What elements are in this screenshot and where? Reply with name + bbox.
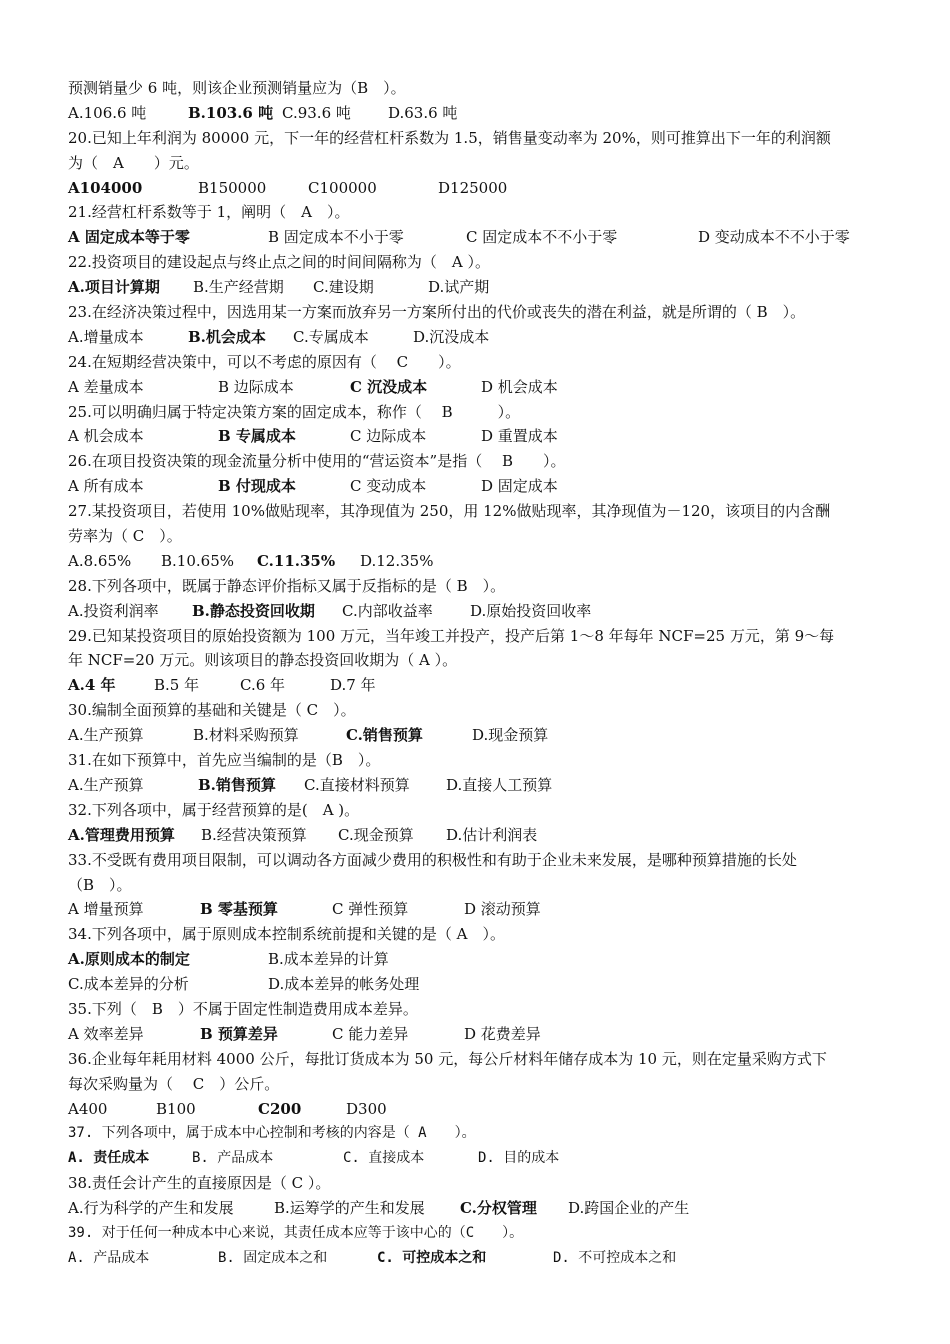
answer-option: C 边际成本 (350, 427, 427, 446)
answer-options-row (68, 1097, 898, 1122)
answer-options-row (68, 897, 898, 922)
answer-option: D. 目的成本 (478, 1150, 560, 1167)
answer-option: D.现金预算 (472, 726, 549, 745)
question-text: 25.可以明确归属于特定决策方案的固定成本，称作（ B ）。 (68, 402, 521, 421)
answer-option: A.8.65% (68, 551, 132, 570)
correct-answer-option: B.销售预算 (198, 775, 276, 794)
question-text: 28.下列各项中，既属于静态评价指标又属于反指标的是（ B ）。 (68, 576, 506, 595)
answer-option: B.成本差异的计算 (268, 950, 389, 969)
answer-options-row (68, 1146, 898, 1171)
answer-options-row (68, 549, 898, 574)
correct-answer-option: C 沉没成本 (350, 377, 428, 396)
answer-option: A 机会成本 (68, 427, 144, 446)
answer-option: A 所有成本 (68, 477, 144, 496)
answer-option: A400 (68, 1099, 108, 1118)
answer-option: D 花费差异 (464, 1024, 541, 1043)
answer-options-row (68, 275, 898, 300)
answer-option: A.106.6 吨 (68, 103, 147, 122)
answer-option: A. 产品成本 (68, 1249, 150, 1266)
correct-answer-option: C.销售预算 (346, 726, 423, 745)
answer-option: B150000 (198, 178, 267, 197)
correct-answer-option: C.分权管理 (460, 1199, 537, 1218)
answer-option: B. 固定成本之和 (218, 1249, 328, 1266)
correct-answer-option: B.静态投资回收期 (192, 601, 315, 620)
question-text: 26.在项目投资决策的现金流量分析中使用的“营运资本”是指（ B ）。 (68, 452, 566, 471)
answer-option: C.直接材料预算 (304, 775, 410, 794)
answer-option: B.运筹学的产生和发展 (274, 1199, 425, 1218)
answer-option: D.估计利润表 (446, 825, 538, 844)
answer-options-row (68, 773, 898, 798)
question-text: （B ）。 (68, 875, 132, 894)
question-text: 31.在如下预算中，首先应当编制的是（B ）。 (68, 751, 381, 770)
answer-option: D.成本差异的帐务处理 (268, 975, 420, 994)
answer-options-row (68, 424, 898, 449)
answer-option: D.沉没成本 (413, 327, 490, 346)
question-text: 22.投资项目的建设起点与终止点之间的时间间隔称为（ A ）。 (68, 253, 490, 272)
answer-options-row (68, 375, 898, 400)
answer-option: D 机会成本 (481, 377, 558, 396)
answer-options-row (68, 972, 898, 997)
answer-option: A 差量成本 (68, 377, 144, 396)
answer-options-row (68, 1196, 898, 1221)
answer-options-row (68, 325, 898, 350)
answer-option: A.行为科学的产生和发展 (68, 1199, 234, 1218)
question-text: 年 NCF=20 万元。则该项目的静态投资回收期为（ A ）。 (68, 651, 458, 670)
question-text: 预测销量少 6 吨，则该企业预测销量应为（B ）。 (68, 79, 406, 97)
answer-options-row (68, 225, 898, 250)
question-text: 为（ A ）元。 (68, 153, 199, 172)
answer-option: A.投资利润率 (68, 601, 159, 620)
answer-option: A 增量预算 (68, 900, 144, 919)
correct-answer-option: A.原则成本的制定 (68, 950, 190, 969)
answer-option: C 弹性预算 (332, 900, 409, 919)
answer-options-row (68, 176, 898, 201)
answer-option: C 变动成本 (350, 477, 427, 496)
question-text: 33.不受既有费用项目限制，可以调动各方面减少费用的积极性和有助于企业未来发展，是哪种预算措施的长处 (68, 850, 797, 869)
correct-answer-option: B.机会成本 (188, 327, 266, 346)
answer-option: D.跨国企业的产生 (568, 1199, 690, 1218)
question-text: 20.已知上年利润为 80000 元，下一年的经营杠杆系数为 1.5，销售量变动率为 20%，则可推算出下一年的利润额 (68, 128, 831, 147)
answer-options-row (68, 947, 898, 972)
answer-option: C100000 (308, 178, 377, 197)
correct-answer-option: A. 责任成本 (68, 1150, 150, 1167)
answer-option: A.增量成本 (68, 327, 144, 346)
correct-answer-option: C. 可控成本之和 (377, 1249, 487, 1266)
answer-option: D 重置成本 (481, 427, 558, 446)
question-text: 35.下列（ B ）不属于固定性制造费用成本差异。 (68, 999, 418, 1018)
answer-option: C 固定成本不不小于零 (466, 228, 618, 247)
answer-option: C.建设期 (313, 278, 374, 297)
answer-option: A 效率差异 (68, 1024, 144, 1043)
question-list (68, 76, 898, 1271)
answer-option: D.直接人工预算 (446, 775, 553, 794)
question-text: 27.某投资项目，若使用 10%做贴现率，其净现值为 250，用 12%做贴现率，其净现值为－120，该项目的内含酬 (68, 502, 831, 521)
answer-option: C 能力差异 (332, 1024, 409, 1043)
question-text: 每次采购量为（ C ）公斤。 (68, 1074, 280, 1093)
answer-option: B.经营决策预算 (201, 825, 307, 844)
answer-option: C.93.6 吨 (282, 103, 351, 122)
answer-options-row (68, 723, 898, 748)
question-text: 24.在短期经营决策中，可以不考虑的原因有（ C ）。 (68, 352, 461, 371)
answer-option: B. 产品成本 (192, 1150, 274, 1167)
answer-options-row (68, 474, 898, 499)
question-text: 34.下列各项中，属于原则成本控制系统前提和关键的是（ A ）。 (68, 925, 505, 944)
correct-answer-option: A.管理费用预算 (68, 825, 175, 844)
question-text: 32.下列各项中，属于经营预算的是( A )。 (68, 800, 360, 819)
answer-option: B.生产经营期 (193, 278, 284, 297)
answer-option: D.原始投资回收率 (470, 601, 592, 620)
answer-option: A.生产预算 (68, 726, 144, 745)
answer-options-row (68, 1246, 898, 1271)
answer-option: D. 不可控成本之和 (553, 1249, 677, 1266)
question-text: 37. 下列各项中，属于成本中心控制和考核的内容是（ A ）。 (68, 1125, 476, 1142)
question-text: 劳率为（ C ）。 (68, 527, 182, 546)
answer-option: A.生产预算 (68, 775, 144, 794)
answer-option: D.试产期 (428, 278, 490, 297)
correct-answer-option: B 预算差异 (200, 1024, 278, 1043)
answer-option: D 变动成本不不小于零 (698, 228, 850, 247)
answer-option: B.材料采购预算 (193, 726, 299, 745)
correct-answer-option: A.项目计算期 (68, 278, 160, 297)
question-text: 39. 对于任何一种成本中心来说，其责任成本应等于该中心的（C ）。 (68, 1224, 524, 1241)
answer-option: D125000 (438, 178, 508, 197)
answer-option: C.6 年 (240, 676, 286, 695)
answer-options-row (68, 673, 898, 698)
correct-answer-option: B.103.6 吨 (188, 103, 274, 122)
answer-option: B.10.65% (161, 551, 234, 570)
correct-answer-option: C.11.35% (257, 551, 336, 570)
answer-option: B 固定成本不小于零 (268, 228, 404, 247)
answer-option: D 滚动预算 (464, 900, 541, 919)
answer-option: D300 (346, 1099, 387, 1118)
correct-answer-option: C200 (258, 1099, 302, 1118)
answer-option: C.内部收益率 (342, 601, 433, 620)
correct-answer-option: A 固定成本等于零 (68, 228, 190, 247)
question-text: 36.企业每年耗用材料 4000 公斤，每批订货成本为 50 元，每公斤材料年储存成本为 10 元，则在定量采购方式下 (68, 1049, 827, 1068)
answer-option: D 固定成本 (481, 477, 558, 496)
correct-answer-option: B 专属成本 (218, 427, 296, 446)
answer-options-row (68, 599, 898, 624)
question-text: 21.经营杠杆系数等于 1，阐明（ A ）。 (68, 203, 350, 222)
correct-answer-option: B 付现成本 (218, 477, 296, 496)
correct-answer-option: A.4 年 (68, 676, 116, 695)
question-text: 30.编制全面预算的基础和关键是（ C ）。 (68, 701, 356, 720)
answer-option: B 边际成本 (218, 377, 294, 396)
question-text: 38.责任会计产生的直接原因是（ C ）。 (68, 1174, 331, 1193)
answer-options-row (68, 1022, 898, 1047)
answer-option: C.现金预算 (338, 825, 414, 844)
correct-answer-option: B 零基预算 (200, 900, 278, 919)
question-text: 23.在经济决策过程中，因选用某一方案而放弃另一方案所付出的代价或丧失的潜在利益，就是所谓的（ B ）。 (68, 303, 806, 322)
answer-option: D.7 年 (330, 676, 376, 695)
answer-option: B.5 年 (154, 676, 200, 695)
question-text: 29.已知某投资项目的原始投资额为 100 万元，当年竣工并投产，投产后第 1～8 年每年 NCF=25 万元，第 9～每 (68, 626, 835, 645)
answer-option: B100 (156, 1099, 196, 1118)
answer-option: C.成本差异的分析 (68, 975, 189, 994)
answer-option: D.12.35% (360, 551, 434, 570)
correct-answer-option: A104000 (68, 178, 143, 197)
answer-option: C.专属成本 (293, 327, 369, 346)
answer-options-row (68, 823, 898, 848)
answer-options-row (68, 101, 898, 126)
answer-option: C. 直接成本 (343, 1150, 425, 1167)
answer-option: D.63.6 吨 (388, 103, 458, 122)
